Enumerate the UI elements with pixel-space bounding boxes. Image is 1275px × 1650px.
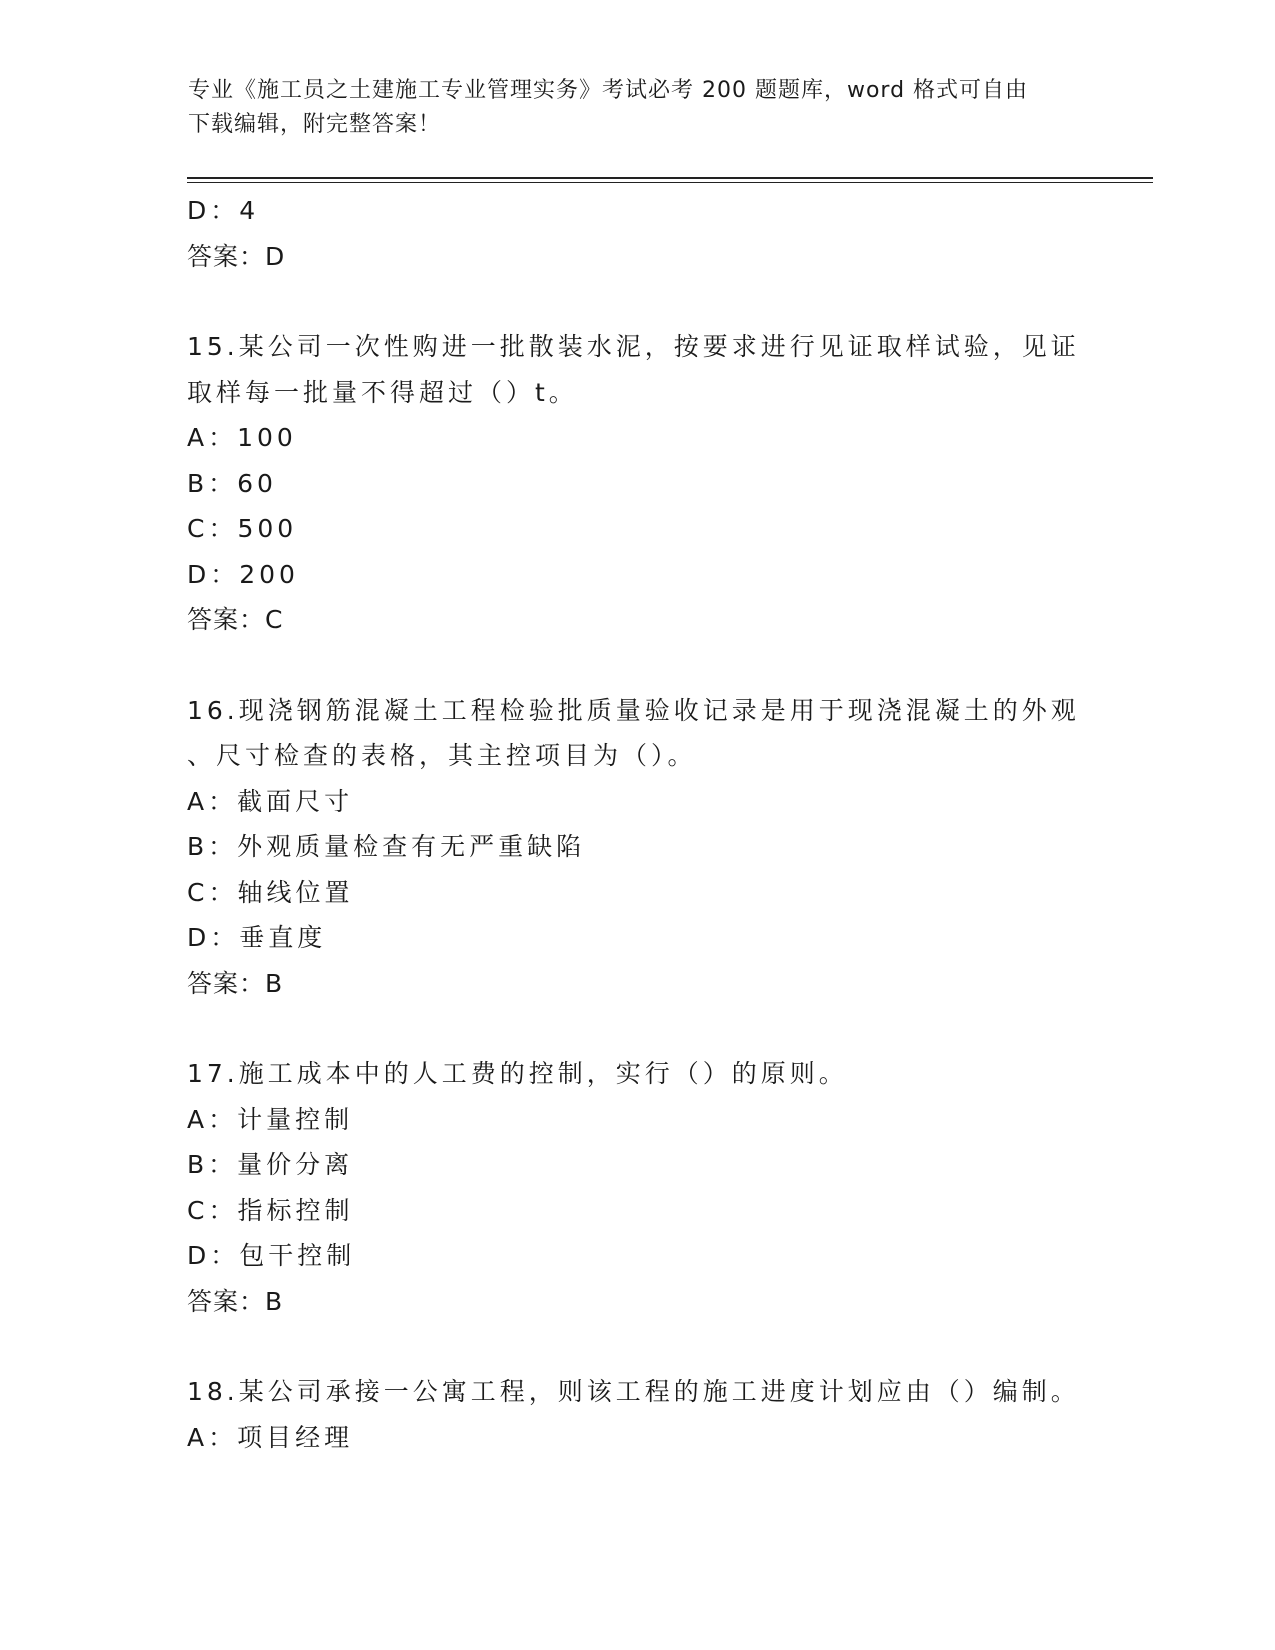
option-c: C：500 (187, 514, 298, 543)
answer: 答案：D (187, 241, 286, 271)
option-a: A：100 (187, 423, 297, 452)
question-17 (187, 1051, 1087, 1324)
header-title-line-2: 下载编辑，附完整答案！ (188, 112, 442, 137)
question-16 (187, 688, 1087, 1007)
option-d: D：200 (187, 559, 299, 589)
option-a: A：项目经理 (187, 1422, 354, 1452)
option-a: A：计量控制 (187, 1104, 354, 1134)
question-text-line-2: 取样每一批量不得超过（）t。 (187, 377, 578, 407)
option-d: D：包干控制 (187, 1241, 356, 1270)
previous-question-fragment (187, 188, 1087, 279)
option-d: D：垂直度 (187, 923, 327, 952)
question-text-line-1: 15.某公司一次性购进一批散装水泥，按要求进行见证取样试验，见证 (187, 332, 1080, 361)
question-text-line-1: 16.现浇钢筋混凝土工程检验批质量验收记录是用于现浇混凝土的外观 (187, 695, 1080, 725)
question-text-line-2: 、尺寸检查的表格，其主控项目为（）。 (187, 741, 697, 770)
option-a: A：截面尺寸 (187, 786, 354, 816)
option-b: B：量价分离 (187, 1150, 354, 1179)
question-text-line-1: 17.施工成本中的人工费的控制，实行（）的原则。 (187, 1059, 848, 1088)
question-list (187, 188, 1087, 1460)
answer: 答案：B (187, 968, 284, 998)
header-title-line-1: 专业《施工员之土建施工专业管理实务》考试必考 200 题题库，word 格式可自由 (188, 78, 1029, 103)
question-text-line-1: 18.某公司承接一公寓工程，则该工程的施工进度计划应由（）编制。 (187, 1377, 1080, 1406)
option-c: C：轴线位置 (187, 877, 354, 907)
document-header (188, 74, 1068, 142)
answer: 答案：C (187, 605, 284, 634)
option-d: D：4 (187, 196, 260, 225)
option-b: B：60 (187, 468, 277, 498)
header-divider-thin (187, 182, 1153, 183)
question-15 (187, 324, 1087, 643)
option-c: C：指标控制 (187, 1195, 354, 1225)
answer: 答案：B (187, 1286, 284, 1316)
option-b: B：外观质量检查有无严重缺陷 (187, 832, 586, 861)
question-18 (187, 1369, 1087, 1460)
header-divider-thick (187, 177, 1153, 179)
